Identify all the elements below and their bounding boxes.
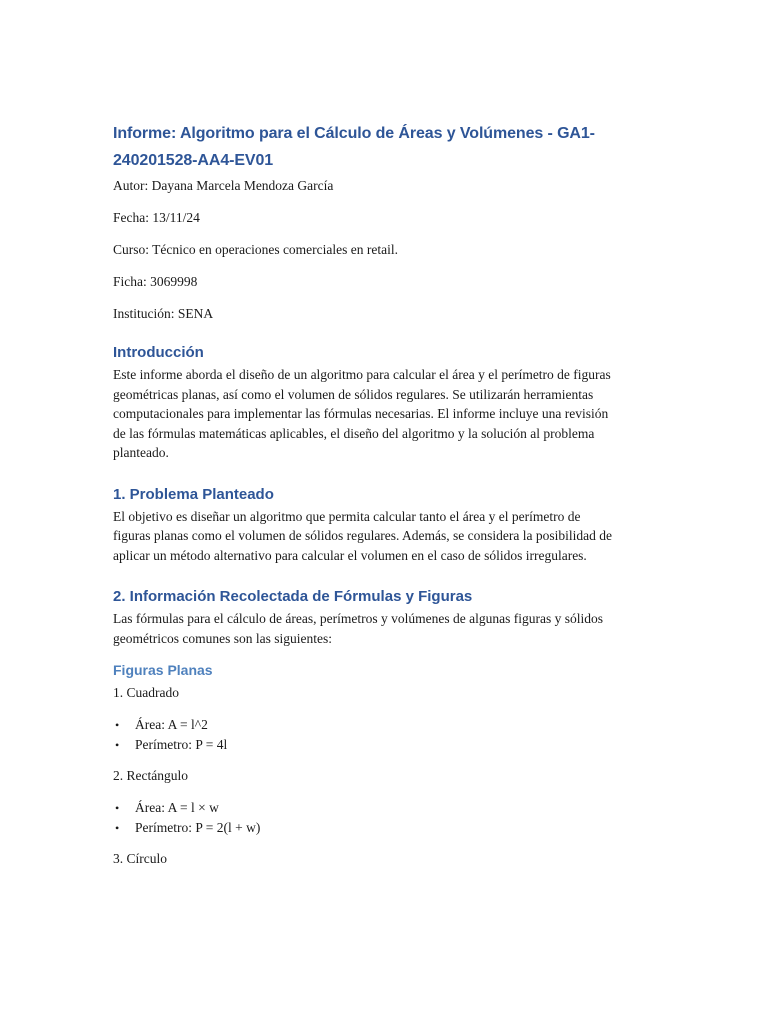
list-item (113, 798, 658, 818)
problem-line: El objetivo es diseñar un algoritmo que permita calcular tanto el área y el perímetro de (113, 508, 581, 524)
problem-line: aplicar un método alternativo para calcular el volumen en el caso de sólidos irregulares. (113, 547, 587, 563)
bullet-icon: • (115, 801, 120, 815)
bullet-icon: • (115, 738, 120, 752)
list-item (113, 735, 658, 755)
problem-section (113, 485, 658, 566)
list-item (113, 818, 658, 838)
square-perimeter-formula: Perímetro: P = 4l (135, 737, 228, 752)
introduction-line: Este informe aborda el diseño de un algoritmo para calcular el área y el perímetro de figuras (113, 367, 611, 382)
rectangle-area-formula: Área: A = l × w (135, 800, 219, 815)
introduction-paragraph (113, 365, 658, 463)
report-title-line-1: Informe: Algoritmo para el Cálculo de Áreas y Volúmenes - GA1- (113, 125, 595, 142)
formulas-line: geométricos comunes son las siguientes: (113, 630, 332, 646)
formulas-section (113, 587, 658, 868)
report-title-line-2: 240201528-AA4-EV01 (113, 152, 274, 169)
figure-name-square: 1. Cuadrado (113, 685, 179, 700)
formulas-heading: 2. Información Recolectada de Fórmulas y Figuras (113, 588, 473, 605)
formulas-line: Las fórmulas para el cálculo de áreas, perímetros y volúmenes de algunas figuras y sólidos (113, 611, 603, 626)
institution-line: Institución: SENA (113, 306, 214, 321)
introduction-line: de las fórmulas matemáticas aplicables, el diseño del algoritmo y la solución al problema (113, 425, 595, 441)
list-item (113, 715, 658, 735)
introduction-line: geométricas planas, así como el volumen de sólidos regulares. Se utilizarán herramientas (113, 386, 594, 402)
square-area-formula: Área: A = l^2 (135, 717, 208, 732)
problem-paragraph (113, 507, 658, 566)
course-line: Curso: Técnico en operaciones comerciales en retail. (113, 242, 399, 257)
report-title (113, 121, 658, 174)
formulas-paragraph (113, 609, 658, 648)
bullet-icon: • (115, 821, 120, 835)
problem-line: figuras planas como el volumen de sólidos regulares. Además, se considera la posibilidad de (113, 528, 612, 543)
introduction-line: planteado. (113, 445, 169, 460)
square-formulas-list (113, 715, 658, 755)
introduction-line: computacionales para implementar las fórmulas necesarias. El informe incluye una revisión (113, 406, 609, 421)
problem-heading: 1. Problema Planteado (113, 485, 274, 503)
date-line: Fecha: 13/11/24 (113, 210, 200, 225)
document-page (113, 121, 658, 868)
report-metadata (113, 177, 658, 323)
figure-name-rectangle: 2. Rectángulo (113, 768, 188, 783)
introduction-heading: Introducción (113, 344, 204, 361)
figure-name-circle: 3. Círculo (113, 851, 167, 866)
plane-figures-heading: Figuras Planas (113, 662, 213, 678)
rectangle-perimeter-formula: Perímetro: P = 2(l + w) (135, 820, 261, 835)
author-line: Autor: Dayana Marcela Mendoza García (113, 178, 334, 193)
ficha-line: Ficha: 3069998 (113, 274, 198, 289)
bullet-icon: • (115, 718, 120, 732)
introduction-section (113, 343, 658, 463)
rectangle-formulas-list (113, 798, 658, 838)
